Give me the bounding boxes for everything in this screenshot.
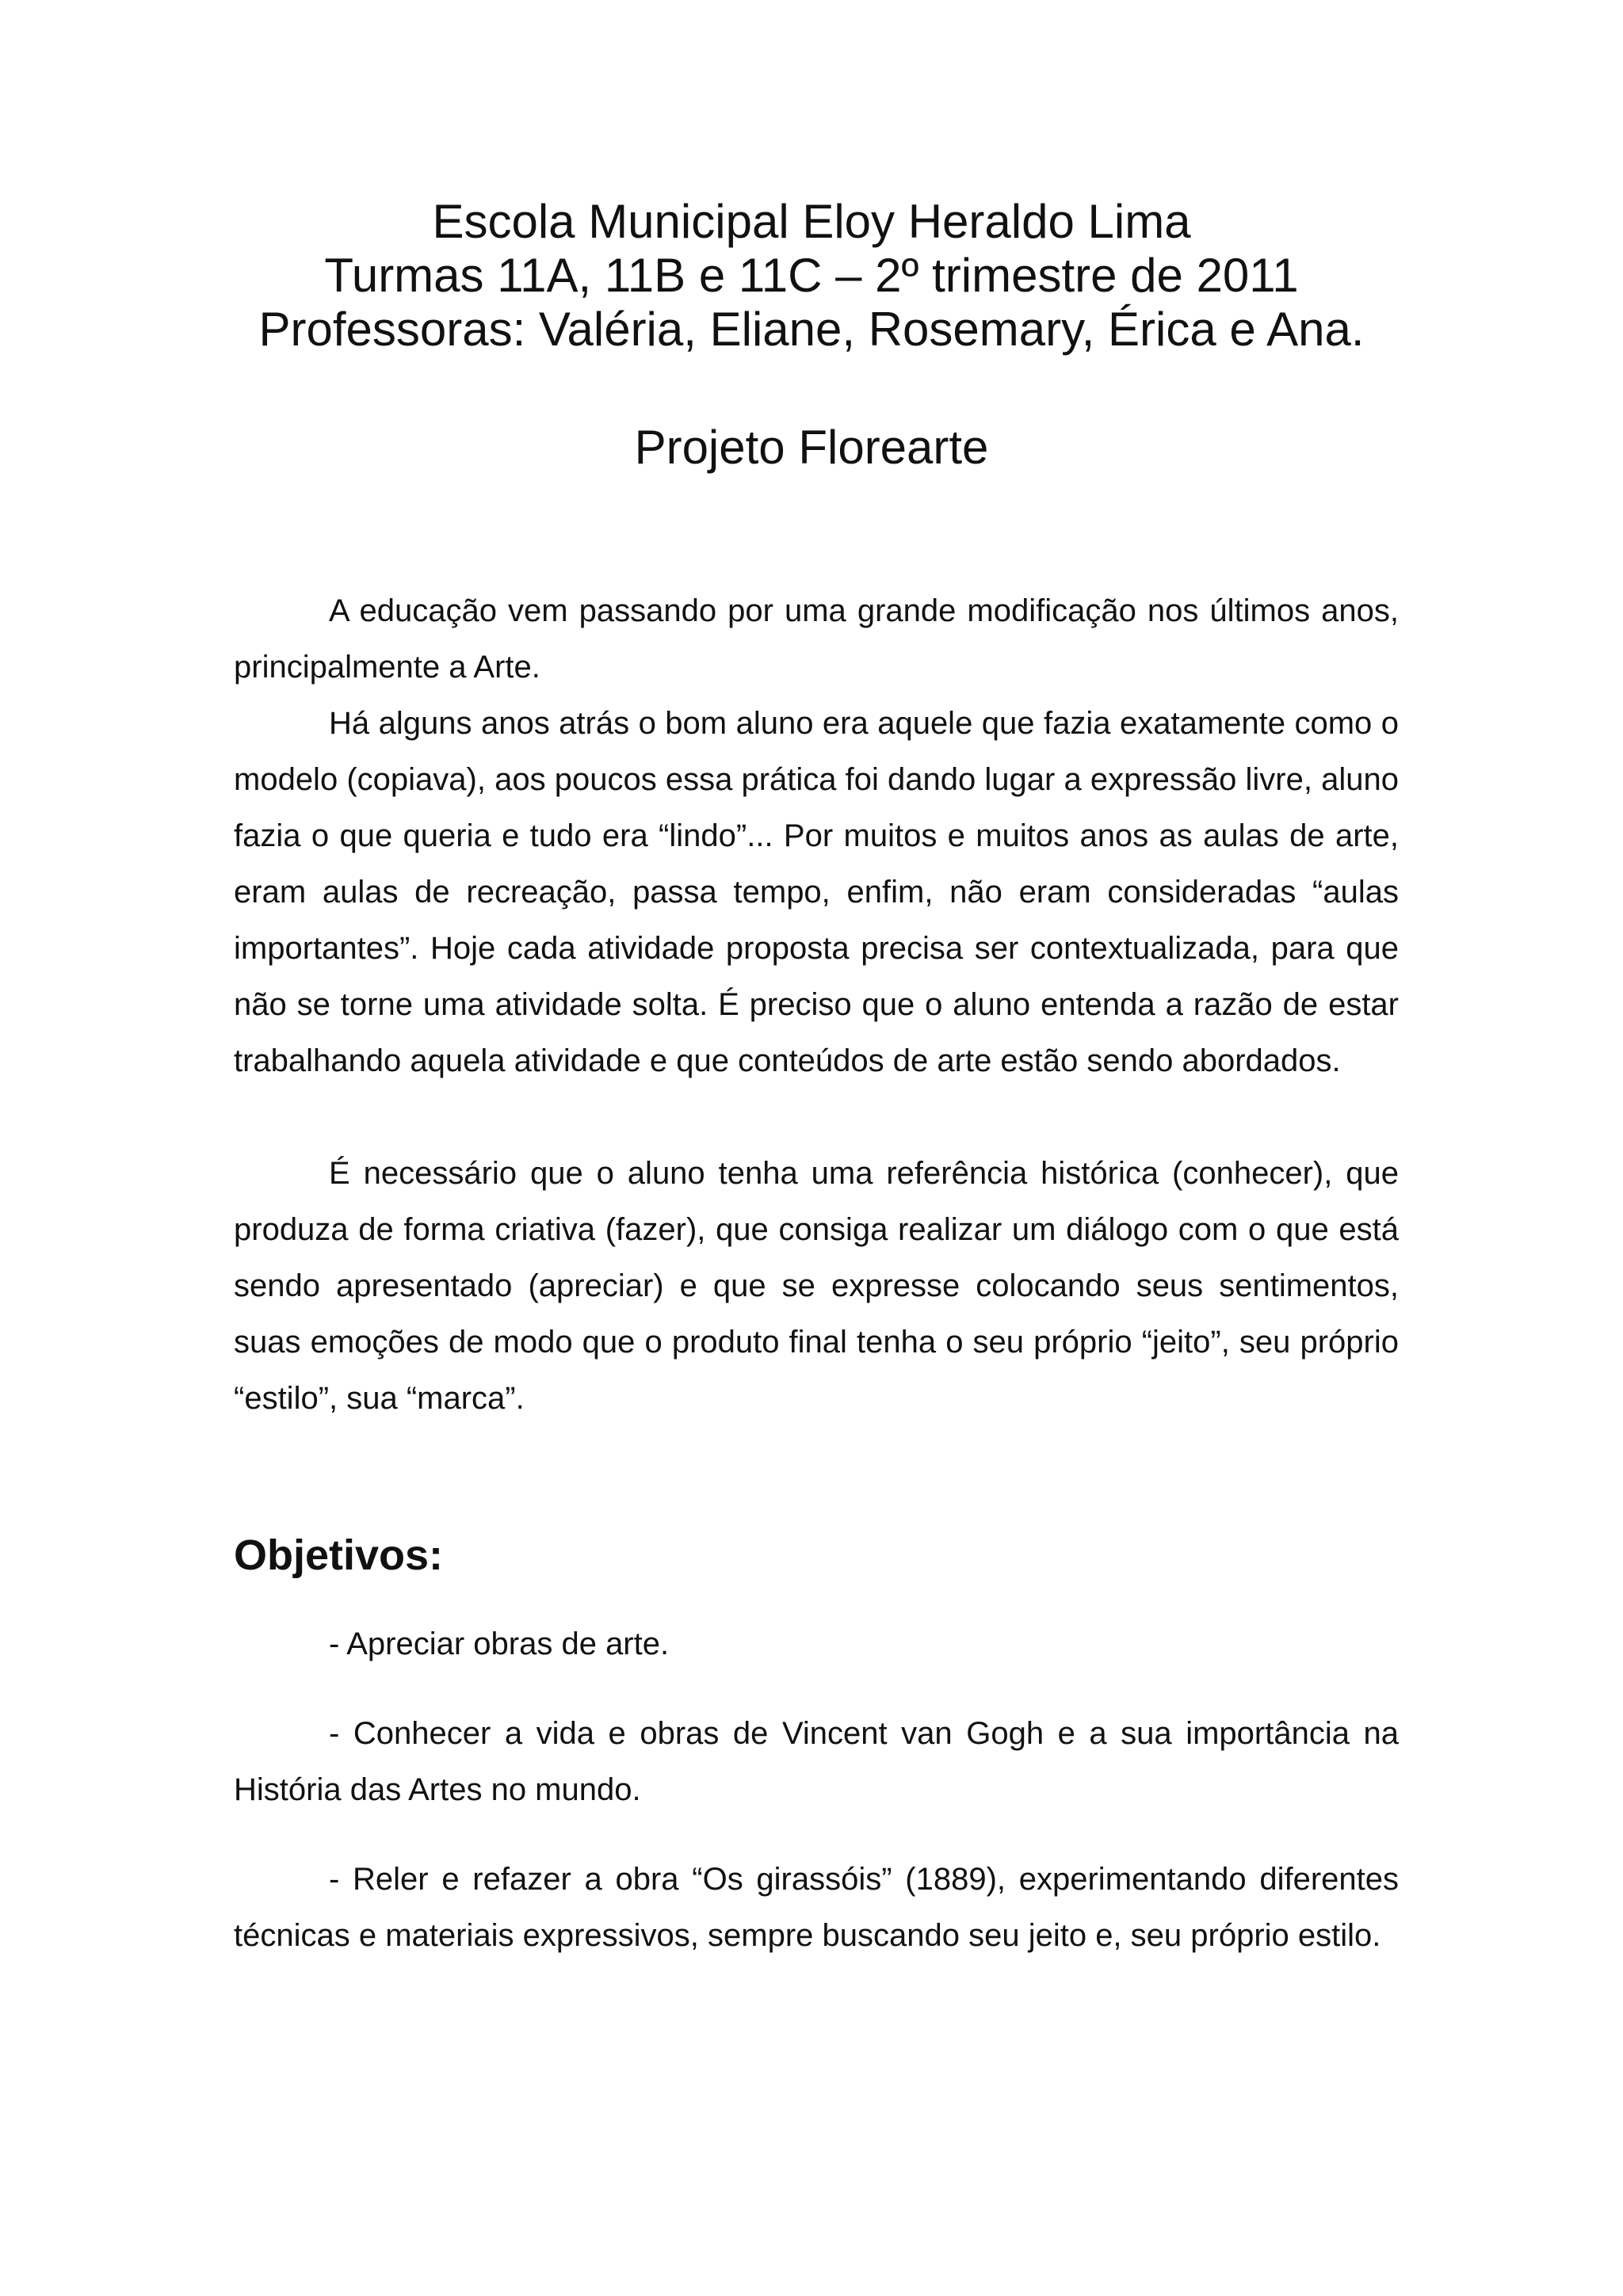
- intro-paragraph: A educação vem passando por uma grande modificação nos últimos anos, principalmente a Arte.: [234, 593, 1399, 685]
- objective-item: - Conhecer a vida e obras de Vincent van Gogh e a sua importância na História das Artes no mundo.: [234, 1716, 1399, 1807]
- intro-paragraph: É necessário que o aluno tenha uma referência histórica (conhecer), que produza de forma criativa (fazer), que consiga realizar um diálogo com o que está sendo apresentado (apreciar) e que se expresse colocando seus sentimentos, suas emoções de modo que o produto final tenha o seu próprio “jeito”, seu próprio “estilo”, sua “marca”.: [234, 1156, 1399, 1416]
- document-header: [0, 195, 1623, 357]
- objective-item: - Reler e refazer a obra “Os girassóis” (1889), experimentando diferentes técnicas e materiais expressivos, sempre buscando seu jeito e, seu próprio estilo.: [234, 1862, 1399, 1953]
- project-title: Projeto Florearte: [634, 421, 989, 474]
- objective-item: - Apreciar obras de arte.: [329, 1627, 670, 1661]
- classes-line: Turmas 11A, 11B e 11C – 2º trimestre de 2011: [324, 249, 1299, 302]
- objectives-heading: Objetivos:: [234, 1531, 444, 1579]
- intro-paragraph: Há alguns anos atrás o bom aluno era aquele que fazia exatamente como o modelo (copiava), aos poucos essa prática foi dando lugar a expressão livre, aluno fazia o que queria e tudo era “lindo”... Por muitos e muitos anos as aulas de arte, eram aulas de recreação, passa tempo, enfim, não eram consideradas “aulas importantes”. Hoje cada atividade proposta precisa ser contextualizada, para que não se torne uma atividade solta. É preciso que o aluno entenda a razão de estar trabalhando aquela atividade e que conteúdos de arte estão sendo abordados.: [234, 706, 1399, 1078]
- teachers-line: Professoras: Valéria, Eliane, Rosemary, Érica e Ana.: [258, 303, 1365, 356]
- school-name: Escola Municipal Eloy Heraldo Lima: [432, 195, 1191, 248]
